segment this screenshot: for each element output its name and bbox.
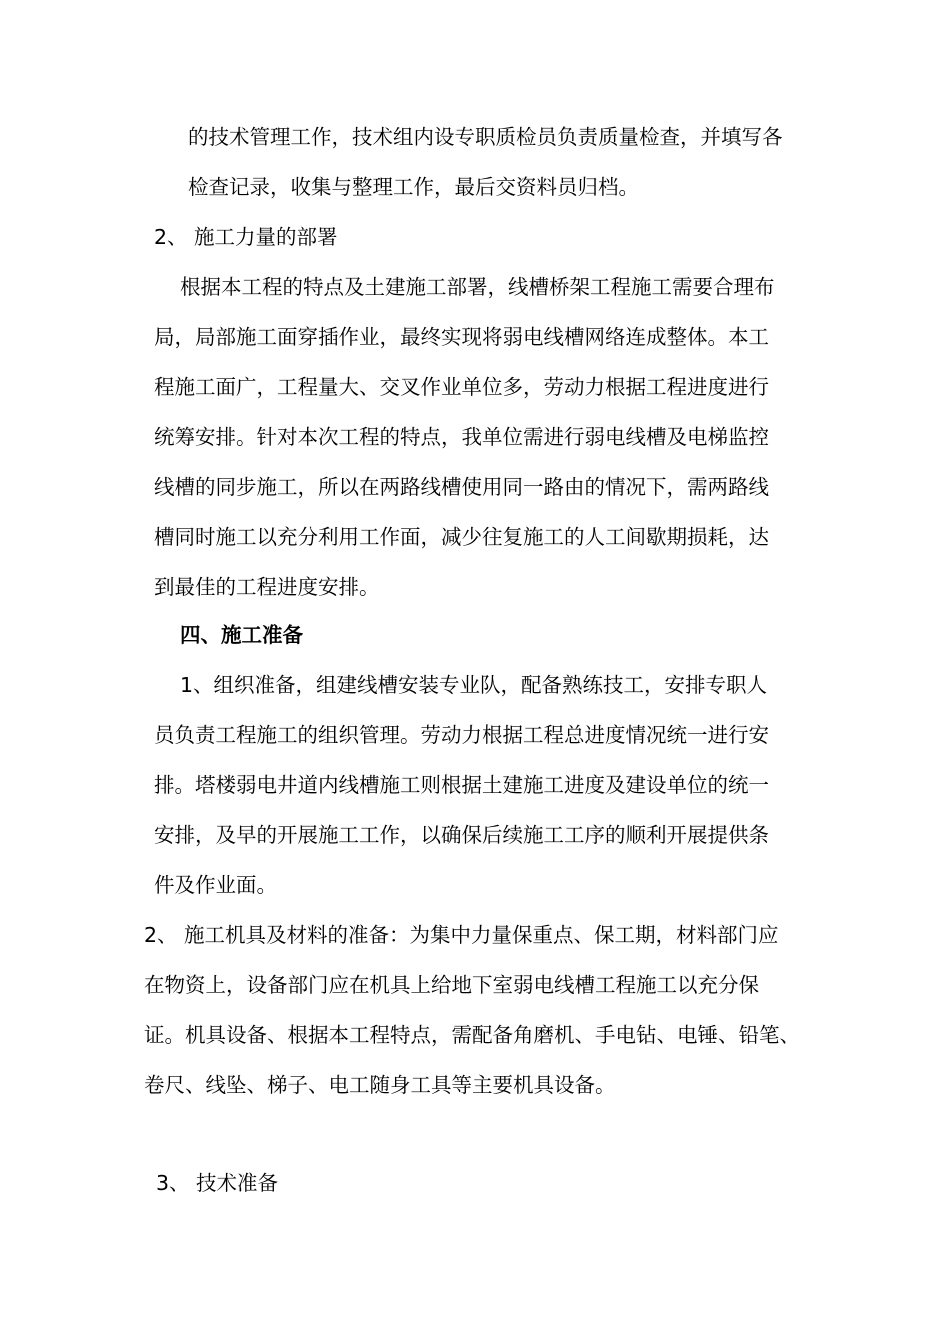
paragraph-line: 安排，及早的开展施工工作，以确保后续施工工序的顺利开展提供条 — [154, 823, 769, 847]
paragraph-line: 程施工面广，工程量大、交叉作业单位多，劳动力根据工程进度进行 — [154, 375, 769, 399]
section-heading: 3、 技术准备 — [156, 1171, 279, 1195]
paragraph-line: 统筹安排。针对本次工程的特点，我单位需进行弱电线槽及电梯监控 — [154, 425, 769, 449]
paragraph-line: 员负责工程施工的组织管理。劳动力根据工程总进度情况统一进行安 — [154, 723, 769, 747]
paragraph-line: 卷尺、线坠、梯子、电工随身工具等主要机具设备。 — [144, 1073, 616, 1097]
paragraph-line: 2、 施工机具及材料的准备：为集中力量保重点、保工期，材料部门应 — [144, 923, 779, 947]
paragraph-line: 件及作业面。 — [154, 873, 277, 897]
paragraph-line: 局，局部施工面穿插作业，最终实现将弱电线槽网络连成整体。本工 — [154, 325, 769, 349]
paragraph-line: 线槽的同步施工，所以在两路线槽使用同一路由的情况下，需两路线 — [154, 475, 769, 499]
paragraph-line: 槽同时施工以充分利用工作面，减少往复施工的人工间歇期损耗，达 — [154, 525, 769, 549]
paragraph-line: 1、组织准备，组建线槽安装专业队，配备熟练技工，安排专职人 — [180, 673, 768, 697]
paragraph-line: 证。机具设备、根据本工程特点，需配备角磨机、手电钻、电锤、铅笔、 — [144, 1023, 800, 1047]
paragraph-line: 根据本工程的特点及土建施工部署，线槽桥架工程施工需要合理布 — [180, 275, 775, 299]
paragraph-line: 排。塔楼弱电井道内线槽施工则根据土建施工进度及建设单位的统一 — [154, 773, 769, 797]
section-heading: 2、 施工力量的部署 — [154, 225, 338, 249]
paragraph-line: 在物资上，设备部门应在机具上给地下室弱电线槽工程施工以充分保 — [144, 973, 759, 997]
chapter-heading: 四、施工准备 — [180, 623, 303, 647]
paragraph-line: 检查记录，收集与整理工作，最后交资料员归档。 — [188, 175, 639, 199]
paragraph-line: 的技术管理工作，技术组内设专职质检员负责质量检查，并填写各 — [188, 125, 783, 149]
paragraph-line: 到最佳的工程进度安排。 — [154, 575, 380, 599]
